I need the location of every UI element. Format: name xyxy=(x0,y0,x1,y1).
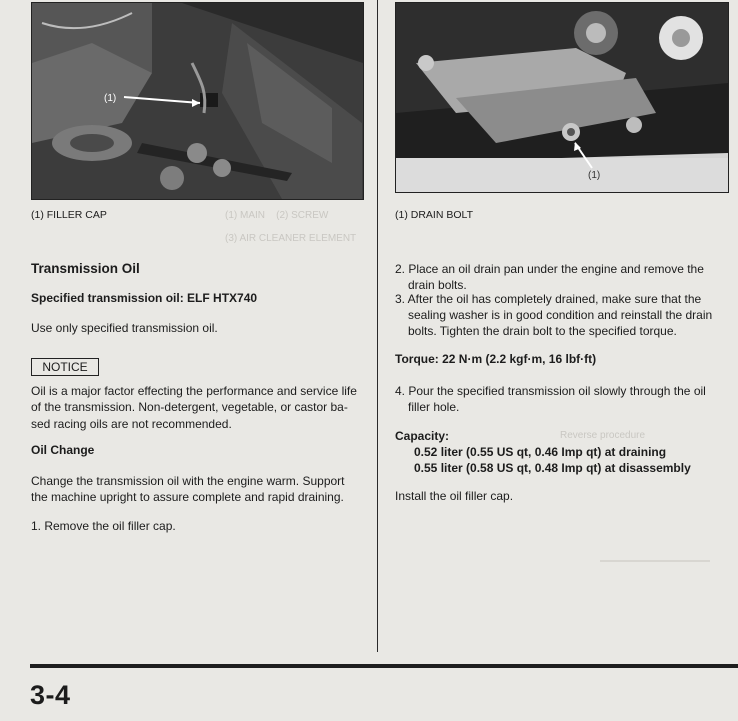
right-photo-callout: (1) xyxy=(588,170,601,181)
step-1: 1. Remove the oil filler cap. xyxy=(31,519,176,533)
step-4 xyxy=(395,383,706,415)
step-3-line: 3. After the oil has completely drained, make sure that the xyxy=(395,292,702,306)
oil-change-line: the machine upright to assure complete and rapid draining. xyxy=(31,490,344,505)
paper-scuff xyxy=(600,560,710,562)
step-3-line: sealing washer is in good condition and reinstall the drain xyxy=(408,308,713,323)
step-2 xyxy=(395,261,704,293)
install-instruction: Install the oil filler cap. xyxy=(395,489,514,503)
left-photo-caption: (1) FILLER CAP xyxy=(31,209,107,221)
step-2-line: drain bolts. xyxy=(408,278,467,293)
notice-label: NOTICE xyxy=(31,358,99,376)
engine-drain-bolt-illustration xyxy=(396,3,728,192)
notice-line: Oil is a major factor effecting the performance and service life xyxy=(31,384,357,398)
specified-oil-note: Specified transmission oil: ELF HTX740 xyxy=(31,291,258,305)
capacity-title: Capacity: xyxy=(395,429,450,443)
step-4-line: 4. Pour the specified transmission oil slowly through the oil xyxy=(395,384,706,398)
bleed-through-text: Reverse procedure xyxy=(560,430,646,441)
step-2-line: 2. Place an oil drain pan under the engine and remove the xyxy=(395,262,704,276)
right-photo-caption: (1) DRAIN BOLT xyxy=(395,209,473,221)
bleed-through-text: (3) AIR CLEANER ELEMENT xyxy=(225,233,357,244)
notice-line: of the transmission. Non-detergent, vegetable, or castor ba- xyxy=(31,400,348,415)
engine-filler-cap-illustration xyxy=(32,3,363,199)
notice-line: sed racing oils are not recommended. xyxy=(31,416,232,431)
footer-rule xyxy=(30,664,738,668)
capacity-line: 0.55 liter (0.58 US qt, 0.48 Imp qt) at disassembly xyxy=(414,461,691,476)
filler-cap-photo xyxy=(31,2,364,200)
step-3 xyxy=(395,291,712,340)
page-number: 3-4 xyxy=(30,680,71,710)
drain-bolt-photo xyxy=(395,2,729,193)
notice-text xyxy=(31,383,357,432)
torque-spec: Torque: 22 N·m (2.2 kgf·m, 16 lbf·ft) xyxy=(395,352,597,366)
section-title: Transmission Oil xyxy=(31,261,140,276)
oil-change-title: Oil Change xyxy=(31,443,95,457)
column-divider xyxy=(377,0,378,652)
bleed-through-text: (1) MAIN (2) SCREW xyxy=(225,210,329,221)
oil-change-text xyxy=(31,473,345,506)
capacity-values xyxy=(414,444,691,477)
left-photo-callout: (1) xyxy=(104,93,117,104)
use-only-text: Use only specified transmission oil. xyxy=(31,321,218,335)
step-4-line: filler hole. xyxy=(408,400,460,415)
capacity-line: 0.52 liter (0.55 US qt, 0.46 Imp qt) at draining xyxy=(414,445,667,459)
step-3-line: bolts. Tighten the drain bolt to the specified torque. xyxy=(408,324,677,339)
oil-change-line: Change the transmission oil with the engine warm. Support xyxy=(31,474,345,488)
